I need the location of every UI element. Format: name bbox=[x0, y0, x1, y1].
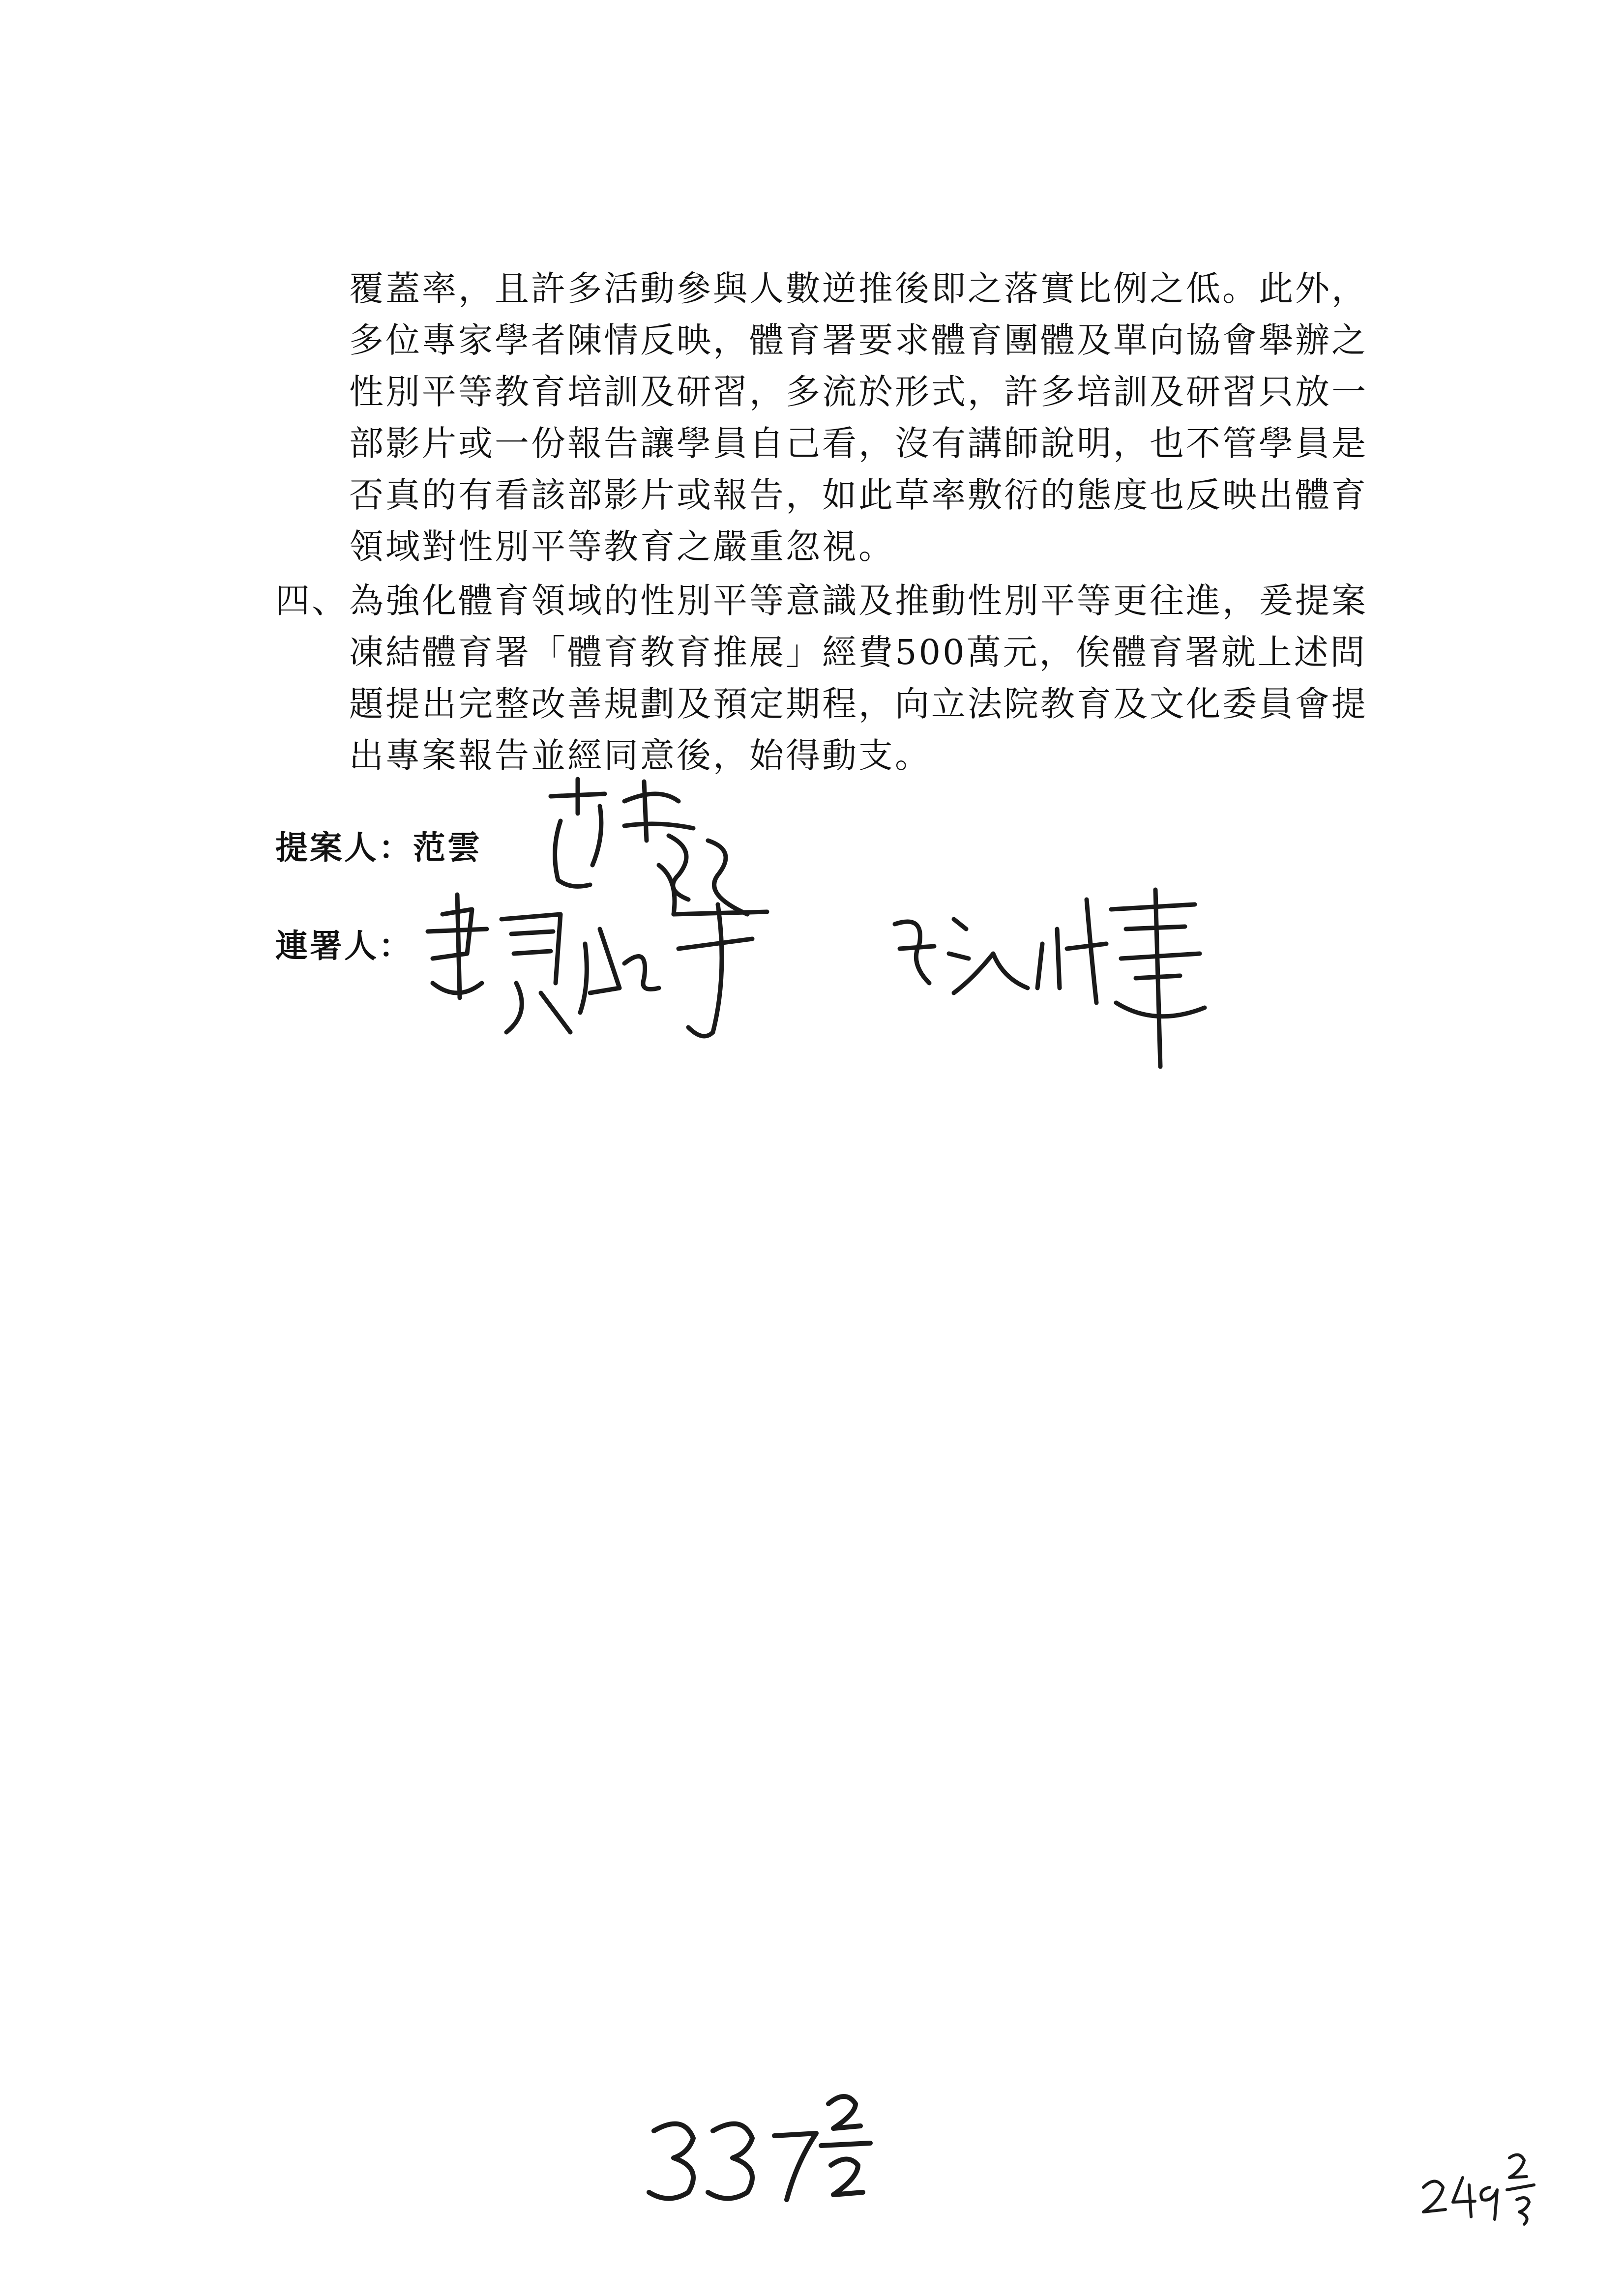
cosigner-label: 連署人： bbox=[275, 927, 413, 965]
proposer-row bbox=[275, 826, 482, 870]
paragraph-line: 否真的有看該部影片或報告，如此草率敷衍的態度也反映出體育 bbox=[349, 475, 1368, 515]
proposer-label: 提案人： bbox=[275, 829, 413, 867]
continued-paragraph bbox=[349, 263, 1377, 573]
paragraph-line: 性別平等教育培訓及研習，多流於形式，許多培訓及研習只放一 bbox=[349, 372, 1368, 412]
paragraph-line: 凍結體育署「體育教育推展」經費500萬元，俟體育署就上述問 bbox=[349, 632, 1367, 672]
paragraph-line: 出專案報告並經同意後，始得動支。 bbox=[349, 735, 931, 776]
item-number: 四、 bbox=[275, 581, 348, 621]
page-number bbox=[639, 2084, 915, 2212]
proposer-name: 范雲 bbox=[413, 829, 482, 867]
cosigner-signature-2 bbox=[880, 880, 1234, 1072]
item-four-paragraph bbox=[349, 575, 1377, 782]
cosigner-signature-1 bbox=[413, 885, 797, 1052]
stamp-number bbox=[1416, 2143, 1564, 2227]
cosigner-row bbox=[275, 924, 413, 968]
paragraph-line: 覆蓋率，且許多活動參與人數逆推後即之落實比例之低。此外， bbox=[349, 268, 1368, 309]
paragraph-line: 題提出完整改善規劃及預定期程，向立法院教育及文化委員會提 bbox=[349, 684, 1368, 724]
paragraph-line: 部影片或一份報告讓學員自己看，沒有講師說明，也不管學員是 bbox=[349, 423, 1368, 464]
paragraph-line: 多位專家學者陳情反映，體育署要求體育團體及單向協會舉辦之 bbox=[349, 320, 1368, 360]
paragraph-line: 領域對性別平等教育之嚴重忽視。 bbox=[349, 526, 895, 567]
paragraph-line: 為強化體育領域的性別平等意識及推動性別平等更往進，爰提案 bbox=[349, 581, 1368, 621]
